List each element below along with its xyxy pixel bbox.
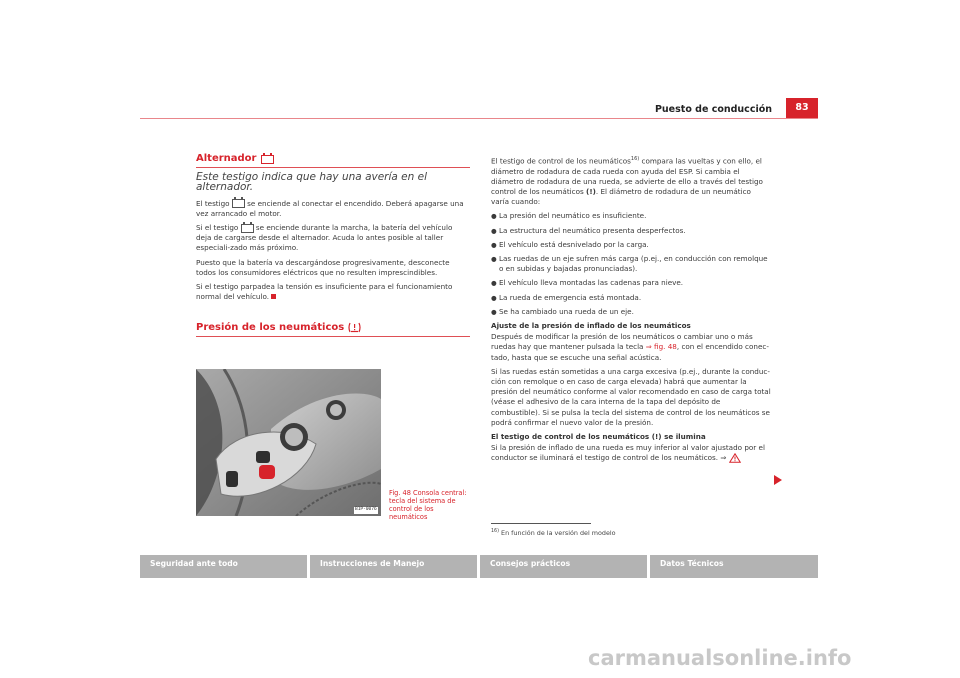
paragraph: Si el testigo se enciende durante la marcha, la batería del vehículo deja de cargarse desde el alternador. Acuda lo antes posible al taller especiali-zado más próximo.: [196, 223, 453, 253]
section-rule: [196, 167, 470, 168]
end-marker-icon: [271, 294, 276, 299]
header-rule: [140, 118, 818, 119]
section-subtitle: Este testigo indica que hay una avería en el alternador.: [196, 171, 428, 194]
footer-tab-datos[interactable]: Datos Técnicos: [650, 555, 818, 578]
console-photo: [196, 369, 381, 516]
continue-arrow-icon: [774, 475, 782, 485]
battery-icon: [232, 199, 245, 208]
section-title-alternador: Alternador: [196, 154, 470, 164]
footer-tab-consejos[interactable]: Consejos prácticos: [480, 555, 647, 578]
subheading: Ajuste de la presión de inflado de los neumáticos: [491, 321, 691, 331]
tire-pressure-icon: (!): [586, 187, 596, 196]
figure-caption: Fig. 48 Consola central: tecla del sistema de control de los neumáticos: [389, 489, 467, 521]
running-header-title: Puesto de conducción: [654, 104, 772, 115]
bullet-list: [491, 211, 771, 317]
tire-pressure-icon: [348, 322, 361, 333]
paragraph: Si el testigo parpadea la tensión es insuficiente para el funcionamiento normal del vehículo.: [196, 282, 453, 302]
right-column: [491, 154, 771, 468]
list-item: ● El vehículo lleva montadas las cadenas para nieve.: [491, 278, 771, 288]
paragraph: Puesto que la batería va descargándose progresivamente, desconecte todos los consumidores eléctricos que no resulten imprescindibles.: [196, 257, 450, 277]
section-rule: [196, 336, 470, 337]
battery-icon: [261, 155, 274, 164]
paragraph: Después de modificar la presión de los neumáticos o cambiar uno o más ruedas hay que mantener pulsada la tecla ⇒ fig. 48, con el encendido conec-tado, hasta que se escuche una señal acústica.: [491, 332, 769, 362]
paragraph: Si las ruedas están sometidas a una carga excesiva (p.ej., durante la conduc-ción con remolque o en caso de carga elevada) habrá que aumentar la presión del neumático conforme al valor recomendado en caso de carga total (véase el adhesivo de la cara interna de la tapa del depósito de combustible). Si se pulsa la tecla del sistema de control de los neumáticos se podrá confirmar el nuevo valor de la presión.: [491, 366, 771, 427]
footer-tab-seguridad[interactable]: Seguridad ante todo: [140, 555, 307, 578]
figure-code: B1P-0076: [355, 507, 377, 512]
warning-icon: [729, 453, 741, 463]
page-number: 83: [786, 98, 818, 118]
left-column: [196, 154, 470, 341]
list-item: ● La rueda de emergencia está montada.: [491, 293, 771, 303]
watermark: carmanualsonline.info: [588, 646, 852, 670]
subheading: El testigo de control de los neumáticos (!) se ilumina: [491, 432, 706, 442]
list-item: ● El vehículo está desnivelado por la carga.: [491, 240, 771, 250]
list-item: ● Se ha cambiado una rueda de un eje.: [491, 307, 771, 317]
battery-icon: [241, 224, 254, 233]
section-title-presion: Presión de los neumáticos: [196, 322, 470, 333]
paragraph: El testigo de control de los neumáticos$^{16)}$ compara las vueltas y con ello, el diámetro de rodadura de cada rueda con ayuda del ESP. Si cambia el diámetro de rodadura de una rueda, se advierte de ello a través del testigo control de los neumáticos (!). El diámetro de rodadura de un neumático varía cuando:: [491, 156, 763, 207]
figure-link[interactable]: ⇒ fig. 48: [645, 342, 677, 352]
footnote-rule: [491, 523, 591, 524]
paragraph: Si la presión de inflado de una rueda es muy inferior al valor ajustado por el conductor se iluminará el testigo de control de los neumáticos. ⇒: [491, 443, 765, 463]
footer-tab-instrucciones[interactable]: Instrucciones de Manejo: [310, 555, 477, 578]
tire-pressure-icon: (!): [651, 432, 662, 442]
list-item: ● La presión del neumático es insuficiente.: [491, 211, 771, 221]
paragraph: El testigo se enciende al conectar el encendido. Deberá apagarse una vez arrancado el motor.: [196, 198, 464, 218]
footnote: $^{16)}$ En función de la versión del modelo: [491, 529, 616, 538]
list-item: ● Las ruedas de un eje sufren más carga (p.ej., en conducción con remolque o en subidas y bajadas pronunciadas).: [491, 254, 771, 274]
list-item: ● La estructura del neumático presenta desperfectos.: [491, 226, 771, 236]
